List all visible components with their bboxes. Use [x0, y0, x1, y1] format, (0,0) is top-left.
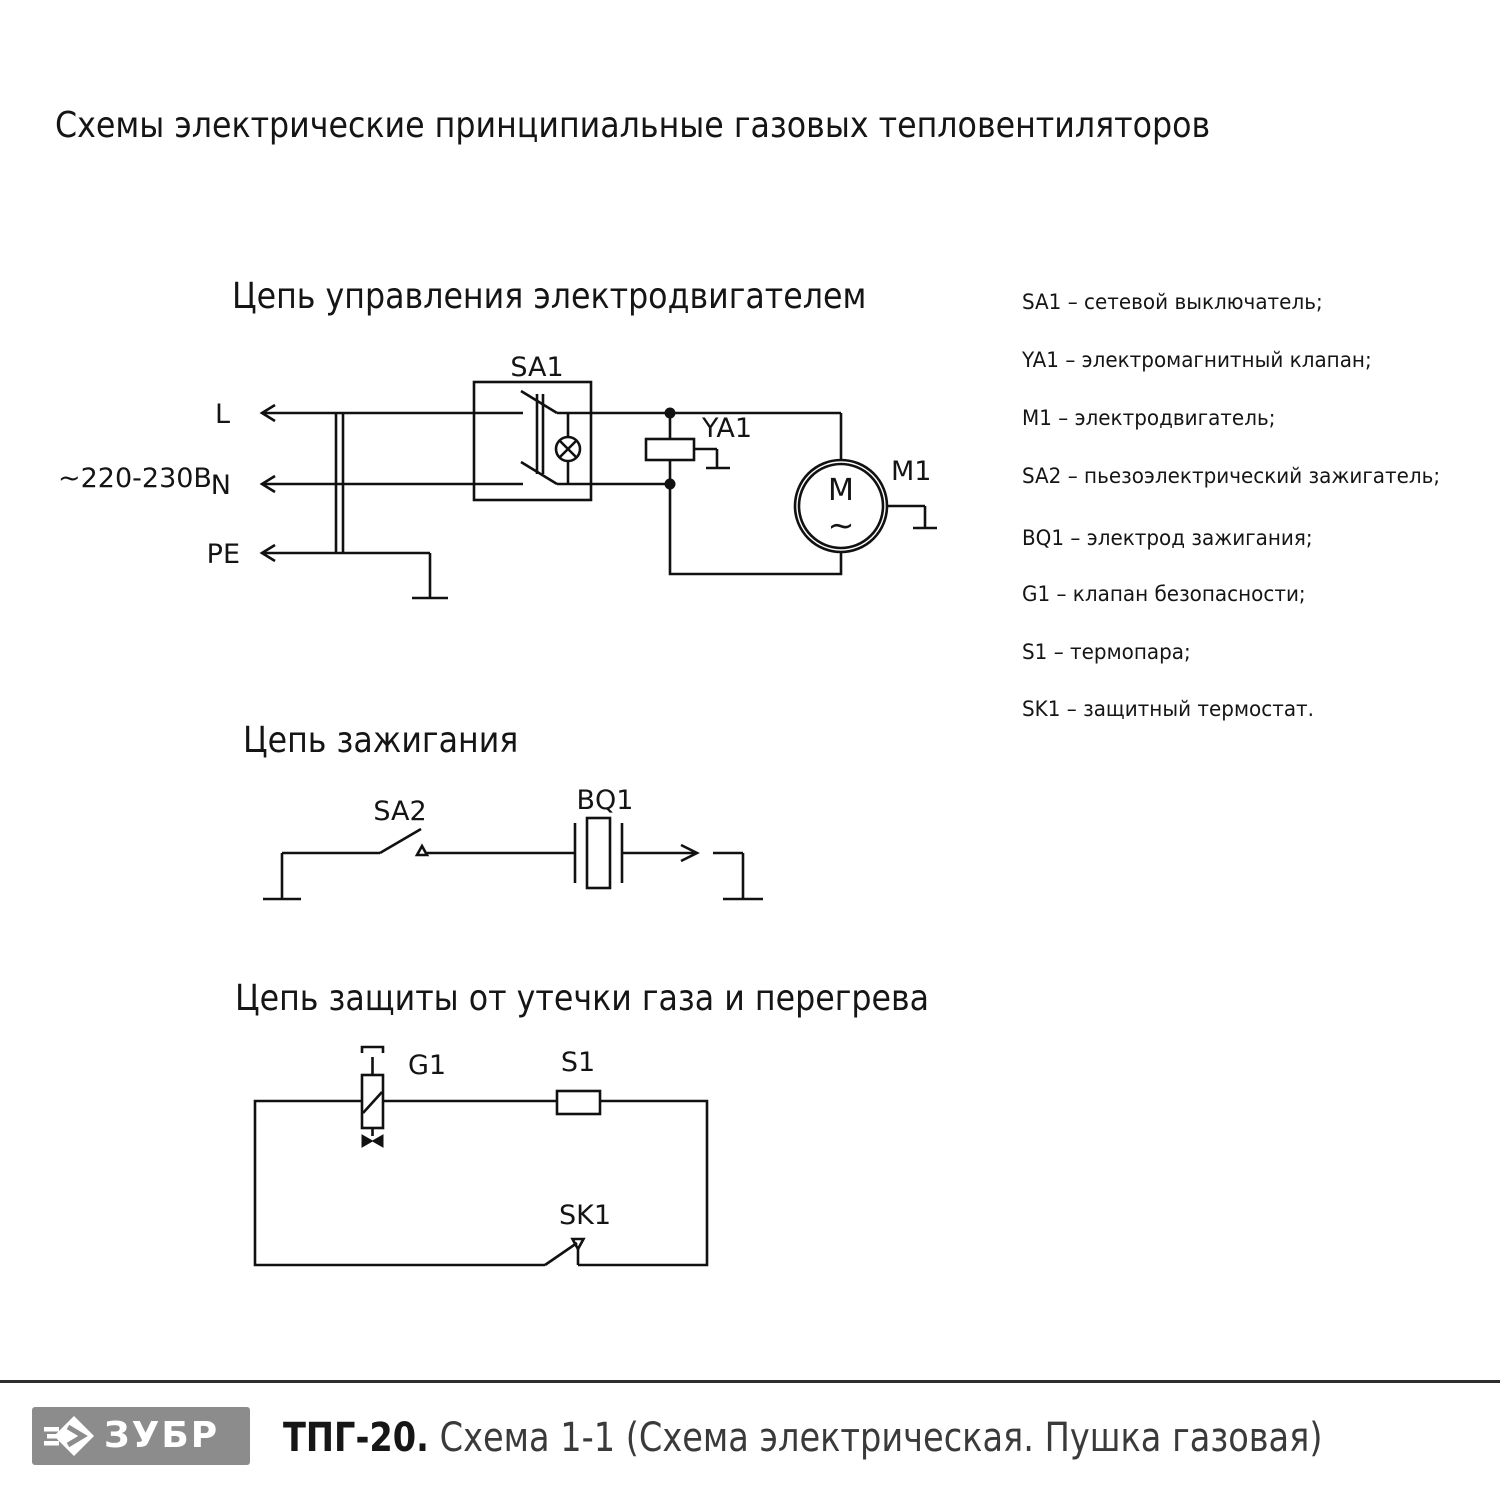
motor-ac-symbol: ~ [827, 506, 855, 544]
spark-arrow-icon [622, 845, 697, 861]
footer-divider [0, 1380, 1500, 1383]
legend-item-bq1: BQ1 – электрод зажигания; [1022, 526, 1313, 550]
brand-name: ЗУБР [104, 1415, 220, 1456]
left-ground-icon [263, 853, 301, 899]
legend-item-sk1: SK1 – защитный термостат. [1022, 697, 1315, 721]
legend-item-g1: G1 – клапан безопасности; [1022, 582, 1306, 606]
sk1-label: SK1 [558, 1200, 612, 1231]
motor-control-circuit [58, 352, 937, 598]
scheme-caption: Схема 1-1 (Схема электрическая. Пушка газовая) [439, 1415, 1323, 1461]
sa1-label: SA1 [510, 352, 564, 383]
model-name: ТПГ-20. [283, 1415, 429, 1461]
motor-m-letter: M [828, 473, 854, 508]
sk1-thermostat-icon [545, 1239, 584, 1265]
line-l-arrow-icon [262, 405, 474, 421]
brand-logo [32, 1407, 250, 1465]
bq1-electrode-icon [575, 818, 622, 888]
line-n-arrow-icon [262, 476, 474, 492]
indicator-lamp-icon [556, 413, 580, 484]
pe-ground-icon [412, 553, 448, 598]
page-title: Схемы электрические принципиальные газовых тепловентиляторов [55, 105, 1211, 146]
burner-ground-icon [713, 853, 763, 899]
line-pe-arrow-icon [262, 545, 430, 561]
voltage-label: ~220-230В [58, 463, 212, 494]
g1-label: G1 [408, 1050, 447, 1081]
legend-item-m1: M1 – электродвигатель; [1022, 406, 1276, 430]
s1-thermocouple-icon [557, 1091, 600, 1114]
sa1-switch-icon [474, 382, 841, 500]
ignition-circuit-title: Цепь зажигания [243, 720, 519, 761]
terminal-n-label: N [210, 470, 231, 501]
g1-safety-valve-icon [362, 1047, 383, 1147]
terminal-pe-label: PE [206, 539, 240, 570]
terminal-l-label: L [214, 399, 230, 430]
protection-circuit [255, 1047, 707, 1265]
protection-circuit-title: Цепь защиты от утечки газа и перегрева [235, 978, 930, 1019]
ya1-label: YA1 [702, 413, 753, 444]
sa2-switch-icon [380, 829, 427, 855]
legend-item-ya1: YA1 – электромагнитный клапан; [1022, 348, 1372, 372]
s1-label: S1 [560, 1047, 596, 1078]
legend-item-s1: S1 – термопара; [1022, 640, 1191, 664]
footer-caption-line [283, 1415, 1322, 1461]
bottom-rail [670, 484, 841, 574]
loop-right [578, 1101, 707, 1265]
legend-item-sa1: SA1 – сетевой выключатель; [1022, 290, 1323, 314]
bq1-label: BQ1 [576, 785, 634, 816]
bison-arrow-icon [44, 1414, 96, 1458]
motor-circuit-title: Цепь управления электродвигателем [232, 276, 867, 317]
ignition-circuit [263, 785, 763, 899]
legend-item-sa2: SA2 – пьезоэлектрический зажигатель; [1022, 464, 1441, 488]
loop-left [255, 1101, 545, 1265]
m1-label: M1 [891, 456, 932, 487]
sa2-label: SA2 [373, 796, 427, 827]
